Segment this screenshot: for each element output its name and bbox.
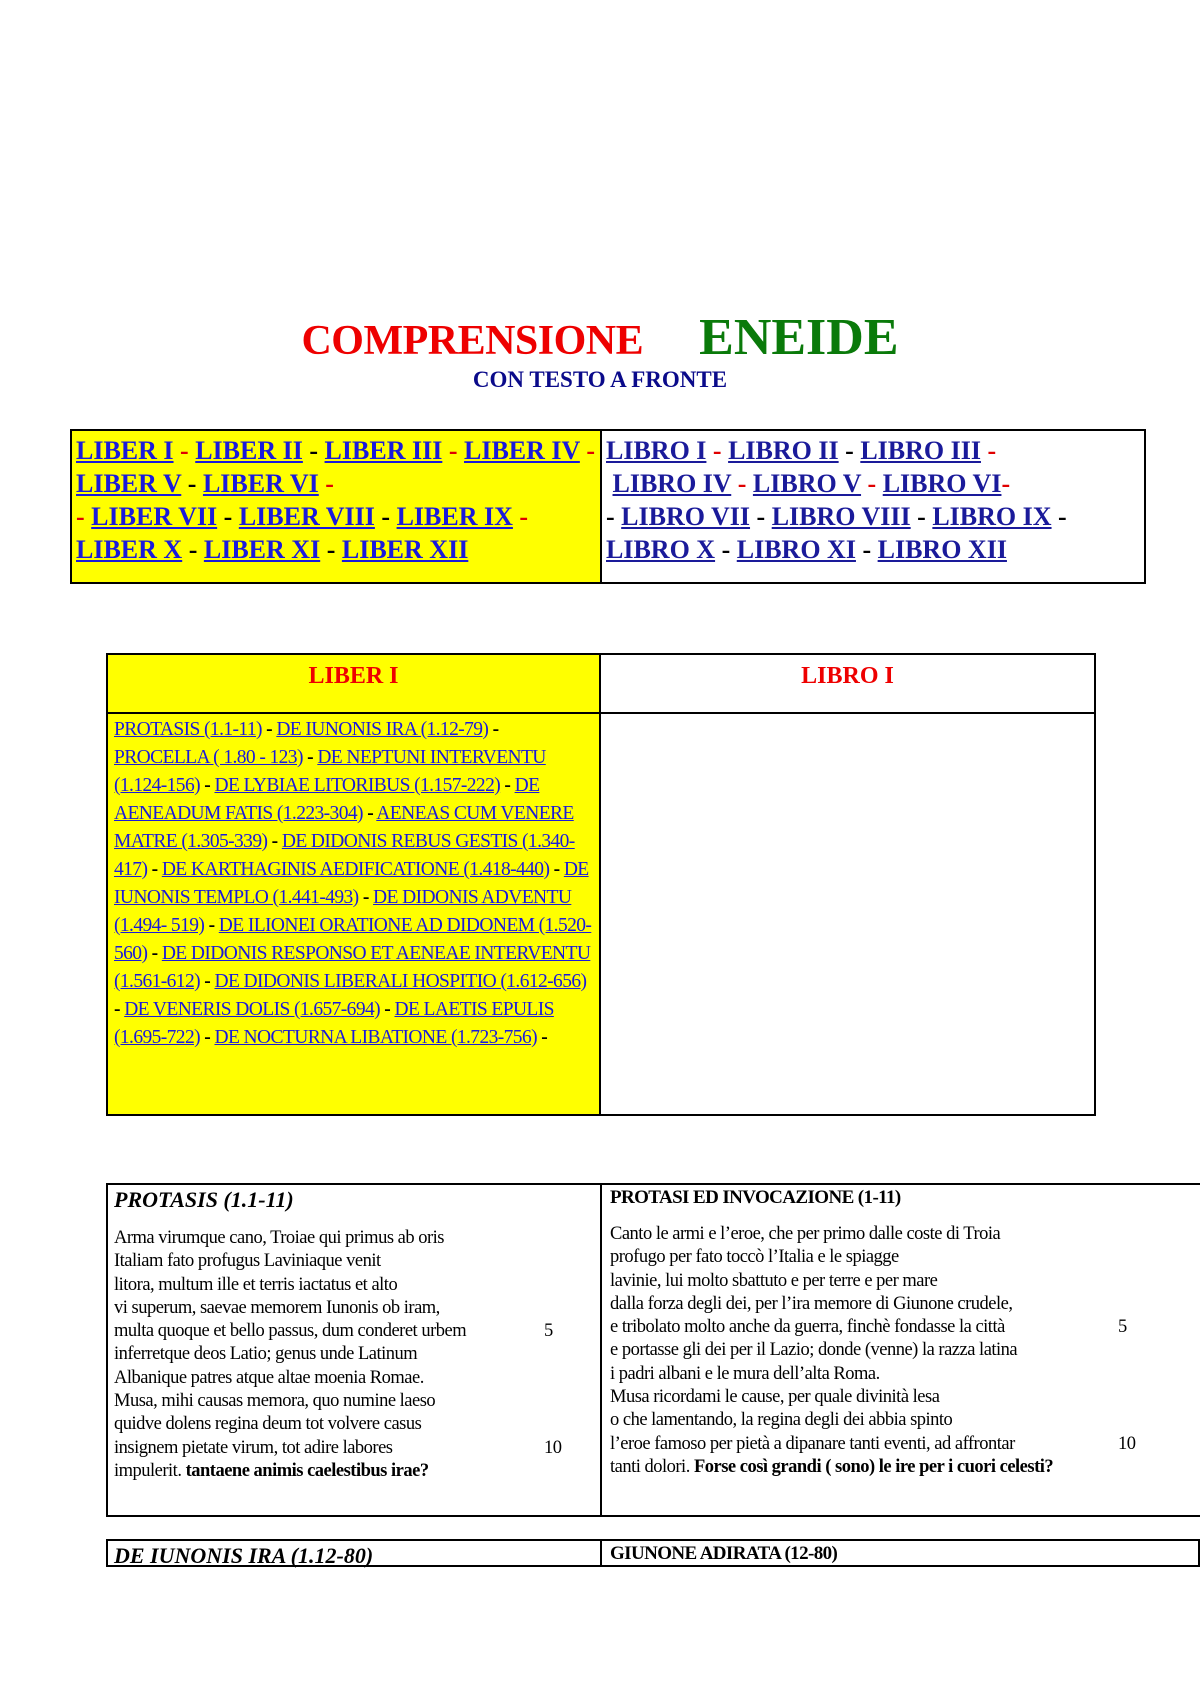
section-separator: - [151, 859, 158, 880]
section-link[interactable]: DE IUNONIS TEMPLO (1.441-493) [114, 859, 589, 908]
latin-verse-line: Arma virumque cano, Troiae qui primus ab oris [114, 1228, 444, 1248]
section-link[interactable]: DE ILIONEI ORATIONE AD DIDONEM (1.520- 560) [114, 915, 592, 964]
liber1-sections-cell [108, 714, 601, 1114]
section-separator: - [204, 1027, 211, 1048]
link-liber-9[interactable]: LIBER IX [396, 502, 513, 531]
section-separator: - [541, 1027, 548, 1048]
books-latin-cell: LIBER I - LIBER II - LIBER III - LIBER IV - LIBER V - LIBER VI - - LIBER VII - LIBER VIII - LIBER IX - LIBER X - LIBER XI - LIBER XII [72, 431, 602, 582]
latin-verse-line: Italiam fato profugus Laviniaque venit [114, 1251, 381, 1272]
latin-verse-line: vi superum, saevae memorem Iunonis ob iram, [114, 1297, 440, 1318]
latin-verse-line: quidve dolens regina deum tot volvere casus [114, 1414, 422, 1435]
link-liber-3[interactable]: LIBER III [324, 436, 443, 465]
link-libro-7[interactable]: LIBRO VII [621, 502, 751, 531]
books-navigation-table [70, 429, 1146, 584]
link-liber-5[interactable]: LIBER V [76, 469, 182, 498]
link-libro-3[interactable]: LIBRO III [860, 436, 981, 465]
section-separator: - [204, 971, 211, 992]
section-separator: - [307, 747, 314, 768]
section-separator: - [553, 859, 560, 880]
link-liber-4[interactable]: LIBER IV [464, 436, 580, 465]
italian-verse-line: e portasse gli dei per il Lazio; donde (venne) la razza latina [610, 1340, 1018, 1361]
link-liber-8[interactable]: LIBER VIII [238, 502, 375, 531]
link-liber-11[interactable]: LIBER XI [203, 535, 321, 564]
link-liber-7[interactable]: LIBER VII [91, 502, 218, 531]
iunonis-table [106, 1539, 1200, 1567]
iunonis-latin-title: DE IUNONIS IRA (1.12-80) [114, 1543, 374, 1568]
section-separator: - [151, 943, 158, 964]
section-link[interactable]: PROCELLA ( 1.80 - 123) [114, 747, 303, 768]
latin-verse-line: inferretque deos Latio; genus unde Latinum [114, 1344, 418, 1365]
link-libro-9[interactable]: LIBRO IX [932, 502, 1052, 531]
italian-verse-line: o che lamentando, la regina degli dei abbia spinto [610, 1410, 953, 1431]
liber1-header-italian: LIBRO I [601, 655, 1094, 712]
latin-verse-closing: tantaene animis caelestibus irae? [185, 1460, 429, 1481]
latin-verse-line: Musa, mihi causas memora, quo numine laeso [114, 1391, 436, 1412]
section-separator: - [114, 999, 120, 1020]
section-separator: - [271, 831, 278, 852]
italian-verse-line: lavinie, lui molto sbattuto e per terre e per mare [610, 1270, 938, 1291]
protasis-latin-verses [114, 1227, 594, 1483]
iunonis-latin-cell [108, 1541, 602, 1568]
section-separator: - [492, 719, 499, 740]
link-libro-11[interactable]: LIBRO XI [736, 535, 856, 564]
section-separator: - [367, 803, 374, 824]
title-comprensione: COMPRENSIONE [301, 318, 644, 364]
iunonis-italian-cell [602, 1541, 1200, 1565]
italian-verse-line: i padri albani e le mura dell’alta Roma. [610, 1363, 880, 1384]
section-link[interactable]: DE DIDONIS LIBERALI HOSPITIO (1.612-656) [214, 971, 587, 992]
iunonis-italian-title: GIUNONE ADIRATA (12-80) [610, 1543, 838, 1564]
italian-verse-line: e tribolato molto anche da guerra, finchè fondasse la città 5 [610, 1316, 1192, 1339]
link-libro-4[interactable]: LIBRO IV [612, 469, 732, 498]
section-link[interactable]: DE DIDONIS RESPONSO ET AENEAE INTERVENTU (1.561-612) [114, 943, 591, 992]
section-link[interactable]: DE KARTHAGINIS AEDIFICATIONE (1.418-440) [161, 859, 550, 880]
link-libro-2[interactable]: LIBRO II [728, 436, 839, 465]
italian-verse-line: Musa ricordami le cause, per quale divinità lesa [610, 1387, 940, 1408]
latin-verse-line: litora, multum ille et terris iactatus et alto [114, 1274, 398, 1295]
latin-verse-line: multa quoque et bello passus, dum conderet urbem 5 [114, 1320, 594, 1343]
section-separator: - [204, 775, 211, 796]
books-italian-cell: LIBRO I - LIBRO II - LIBRO III - LIBRO IV - LIBRO V - LIBRO VI- - LIBRO VII - LIBRO VIII - LIBRO IX - LIBRO X - LIBRO XI - LIBRO XII [602, 431, 1144, 582]
italian-verse-line: Canto le armi e l’eroe, che per primo dalle coste di Troia [610, 1224, 1001, 1244]
section-link[interactable]: DE LYBIAE LITORIBUS (1.157-222) [214, 775, 501, 796]
line-number: 5 [1118, 1317, 1127, 1338]
liber1-index-table [106, 653, 1096, 1116]
section-link[interactable]: AENEAS CUM VENERE MATRE (1.305-339) [114, 803, 574, 852]
section-separator: - [362, 887, 369, 908]
section-link[interactable]: DE NEPTUNI INTERVENTU (1.124-156) [114, 747, 546, 796]
line-number: 5 [544, 1321, 553, 1342]
section-link[interactable]: DE AENEADUM FATIS (1.223-304) [114, 775, 540, 824]
section-link[interactable]: DE DIDONIS REBUS GESTIS (1.340-417) [114, 831, 575, 880]
link-libro-5[interactable]: LIBRO V [752, 469, 862, 498]
section-link[interactable]: DE VENERIS DOLIS (1.657-694) [124, 999, 381, 1020]
section-separator: - [384, 999, 391, 1020]
latin-verse-line: impulerit. tantaene animis caelestibus irae? [114, 1460, 429, 1481]
link-libro-6[interactable]: LIBRO VI [882, 469, 1002, 498]
italian-verse-line: dalla forza degli dei, per l’ira memore di Giunone crudele, [610, 1293, 1013, 1314]
line-number: 10 [544, 1437, 562, 1458]
protasis-latin-cell [108, 1185, 602, 1515]
page-title [0, 308, 1200, 367]
italian-verse-line: tanti dolori. Forse così grandi ( sono) le ire per i cuori celesti? [610, 1456, 1054, 1477]
link-liber-2[interactable]: LIBER II [195, 436, 303, 465]
line-number: 10 [1118, 1433, 1136, 1454]
section-link[interactable]: DE LAETIS EPULIS (1.695-722) [114, 999, 554, 1048]
latin-verse-line: Albanique patres atque altae moenia Romae. [114, 1367, 424, 1388]
section-link[interactable]: DE NOCTURNA LIBATIONE (1.723-756) [214, 1027, 537, 1048]
section-link[interactable]: PROTASIS (1.1-11) [114, 719, 262, 740]
section-link[interactable]: DE DIDONIS ADVENTU (1.494- 519) [114, 887, 572, 936]
title-eneide: ENEIDE [699, 309, 899, 366]
liber1-sections-italian-cell [601, 714, 1094, 1114]
section-separator: - [504, 775, 511, 796]
section-separator: - [208, 915, 215, 936]
italian-verse-line: l’eroe famoso per pietà a dipanare tanti eventi, ad affrontar 10 [610, 1433, 1192, 1456]
protasis-italian-title: PROTASI ED INVOCAZIONE (1-11) [610, 1187, 901, 1208]
protasis-table [106, 1183, 1200, 1517]
link-libro-12[interactable]: LIBRO XII [877, 535, 1007, 564]
link-libro-8[interactable]: LIBRO VIII [771, 502, 911, 531]
protasis-italian-verses [610, 1223, 1192, 1479]
link-liber-12[interactable]: LIBER XII [341, 535, 469, 564]
link-liber-6[interactable]: LIBER VI [202, 469, 319, 498]
protasis-italian-cell [602, 1185, 1200, 1515]
link-libro-10[interactable]: LIBRO X [606, 535, 716, 564]
latin-verse-line: insignem pietate virum, tot adire labores 10 [114, 1437, 594, 1460]
section-separator: - [266, 719, 273, 740]
link-liber-1[interactable]: LIBER I [76, 436, 174, 465]
italian-verse-closing: Forse così grandi ( sono) le ire per i cuori celesti? [693, 1456, 1054, 1477]
link-liber-10[interactable]: LIBER X [76, 535, 183, 564]
link-libro-1[interactable]: LIBRO I [606, 436, 707, 465]
protasis-latin-title: PROTASIS (1.1-11) [114, 1187, 294, 1212]
section-link[interactable]: DE IUNONIS IRA (1.12-79) [276, 719, 489, 740]
liber1-header-latin: LIBER I [108, 655, 601, 712]
italian-verse-line: profugo per fato toccò l’Italia e le spiagge [610, 1247, 899, 1268]
page-subtitle: CON TESTO A FRONTE [472, 367, 728, 392]
